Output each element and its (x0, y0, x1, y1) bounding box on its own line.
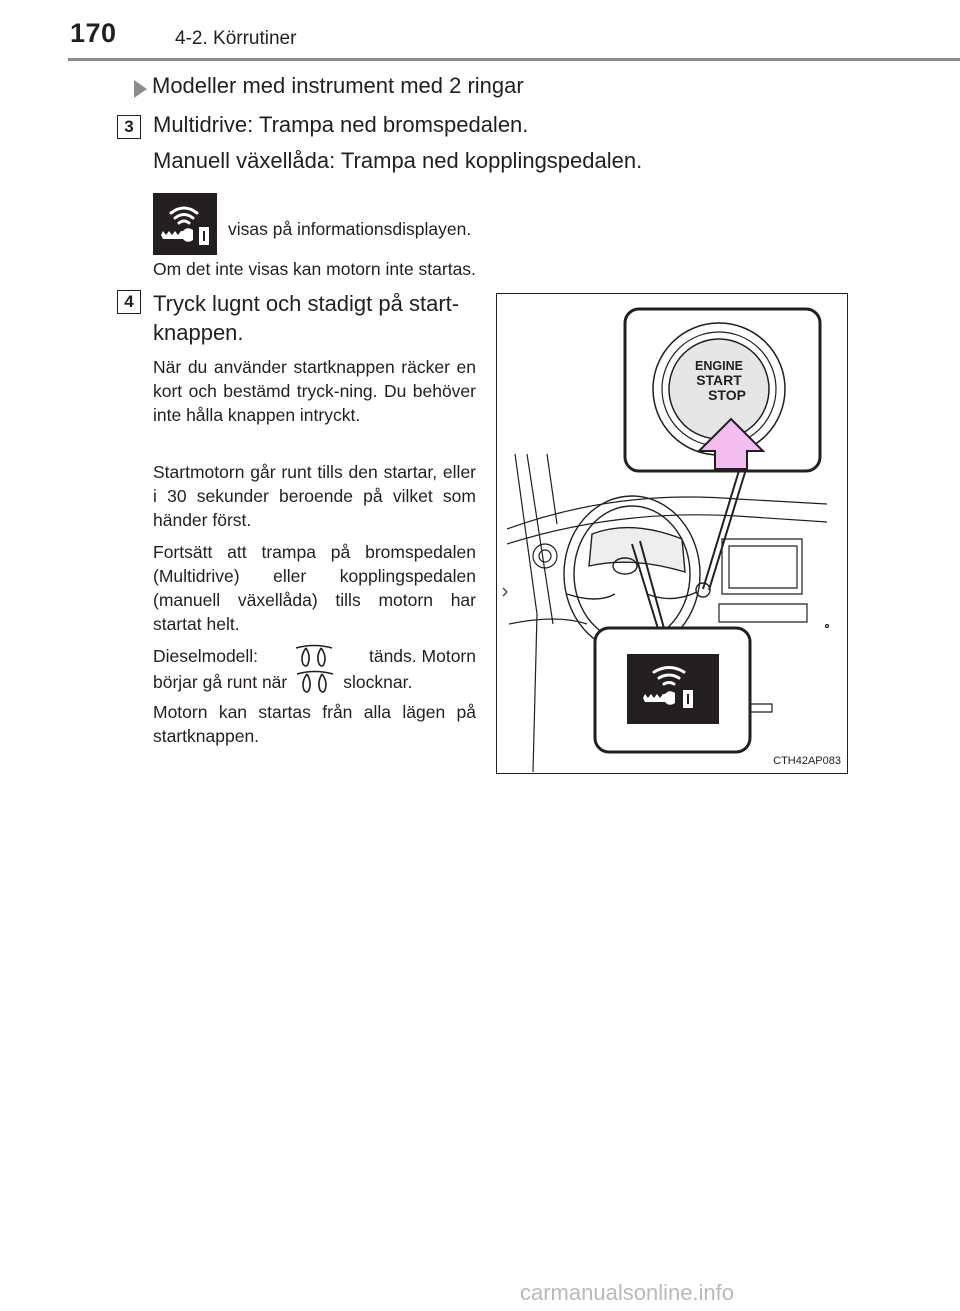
engine-cranks-text: börjar gå runt när (153, 672, 288, 692)
lights-up-text: tänds. Motorn (368, 646, 476, 666)
bullet-heading: Modeller med instrument med 2 ringar (152, 73, 524, 98)
step4-paragraph-3: Fortsätt att trampa på bromspedalen (Multidrive) eller kopplingspedalen (manuell växellåda) tills motorn har startat helt. (153, 542, 476, 634)
glow-plug-indicator-icon (294, 644, 334, 668)
step3-line1: Multidrive: Trampa ned bromspedalen. (153, 112, 529, 137)
header-divider (68, 58, 960, 61)
key-wireless-indicator-icon (153, 193, 217, 255)
step-number-4: 4 (117, 290, 141, 314)
figure-caption: CTH42AP083 (773, 755, 841, 767)
button-label-engine: ENGINE (695, 359, 743, 373)
engine-start-illustration (496, 293, 848, 774)
step4-title-line1: Tryck lugnt och stadigt på start- (153, 291, 460, 316)
step4-paragraph-1: När du använder startknappen räcker en kort och bestämd tryck-ning. Du behöver inte hålla knappen intryckt. (153, 357, 476, 425)
goes-out-text: slocknar. (343, 672, 413, 692)
step3-line2: Manuell växellåda: Trampa ned kopplingspedalen. (153, 148, 643, 173)
diesel-model-label: Dieselmodell: (153, 646, 259, 666)
page-number: 170 (70, 18, 117, 48)
watermark: carmanualsonline.info (520, 1280, 735, 1305)
indicator-caption: visas på informationsdisplayen. (228, 219, 472, 239)
step4-paragraph-5: Motorn kan startas från alla lägen på startknappen. (153, 702, 476, 746)
section-title: 4-2. Körrutiner (175, 28, 297, 49)
glow-plug-indicator-icon-2 (295, 670, 335, 694)
step4-paragraph-4 (153, 643, 476, 695)
bullet-arrow-icon (134, 80, 147, 98)
button-label-stop: STOP (708, 387, 746, 403)
step4-paragraph-2: Startmotorn går runt tills den startar, eller i 30 sekunder beroende på vilket som händer först. (153, 462, 476, 530)
step3-note: Om det inte visas kan motorn inte startas. (153, 259, 476, 279)
step-number-3: 3 (117, 115, 141, 139)
button-label-start: START (696, 372, 742, 388)
step4-title-line2: knappen. (153, 320, 244, 345)
